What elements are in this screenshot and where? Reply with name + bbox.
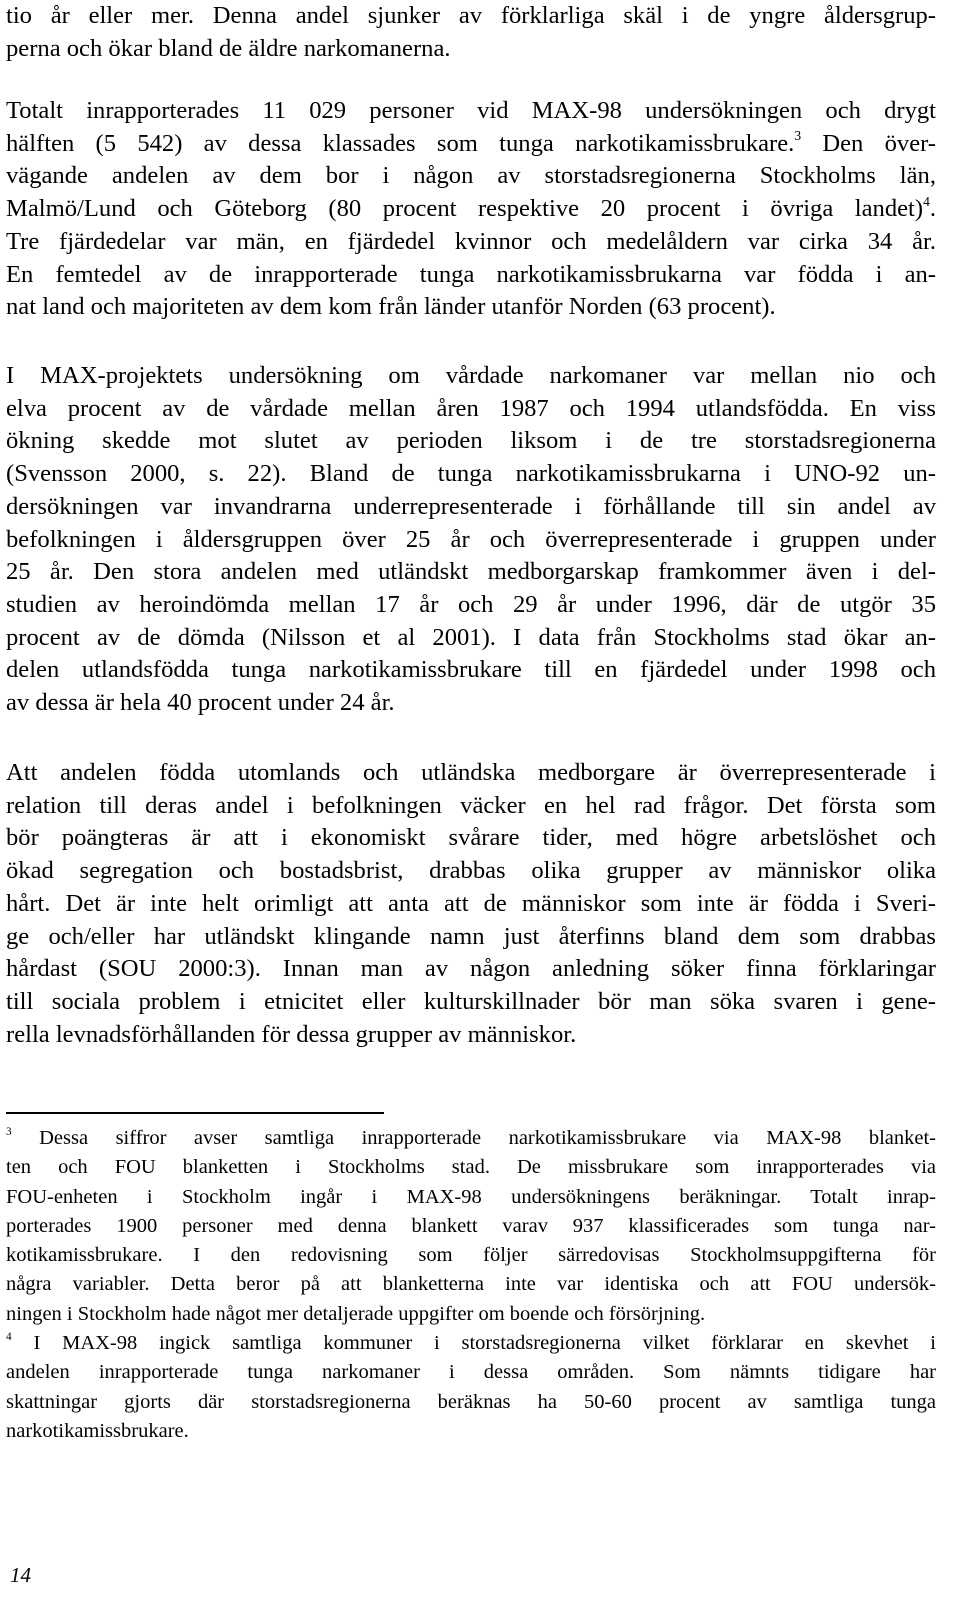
paragraph-line: ökad segregation och bostadsbrist, drabbas olika grupper av människor olika <box>6 857 936 885</box>
paragraph-line: ökning skedde mot slutet av perioden liksom i de tre storstadsregionerna <box>6 427 936 455</box>
footnote-separator <box>6 1112 384 1114</box>
footnote-reference-4[interactable]: 4 <box>923 193 930 209</box>
paragraph-line: En femtedel av de inrapporterade tunga narkotikamissbrukarna var födda i an- <box>6 260 936 288</box>
footnote-marker: 4 <box>6 1331 12 1344</box>
footnote-line: andelen inrapporterade tunga narkomaner i dessa områden. Som nämnts tidigare har <box>6 1361 936 1384</box>
paragraph-line: studien av heroindömda mellan 17 år och 29 år under 1996, där de utgör 35 <box>6 590 936 618</box>
paragraph-4 <box>6 757 936 1051</box>
paragraph-line: (Svensson 2000, s. 22). Bland de tunga narkotikamissbrukarna i UNO-92 un- <box>6 460 936 488</box>
paragraph-line: befolkningen i åldersgruppen över 25 år och överrepresenterade i gruppen under <box>6 525 936 553</box>
footnote-line: ningen i Stockholm hade något mer detaljerade uppgifter om boende och försörjning. <box>6 1302 706 1325</box>
paragraph-line <box>6 128 936 161</box>
paragraph-line: dersökningen var invandrarna underrepresenterade i förhållande till sin andel av <box>6 492 936 520</box>
paragraph-line-text: Malmö/Lund och Göteborg (80 procent respektive 20 procent i övriga landet) <box>6 195 924 223</box>
paragraph-line-text: . <box>929 195 936 223</box>
paragraph-line: delen utlandsfödda tunga narkotikamissbrukare till en fjärdedel under 1998 och <box>6 656 936 684</box>
footnote-line: kotikamissbrukare. I den redovisning som följer särredovisas Stockholmsuppgifterna för <box>6 1244 936 1267</box>
footnote-line: skattningar gjorts där storstadsregionerna beräknas ha 50-60 procent av samtliga tunga <box>6 1390 936 1413</box>
paragraph-line: av dessa är hela 40 procent under 24 år. <box>6 689 395 717</box>
footnote-line: ten och FOU blanketten i Stockholms stad. De missbrukare som inrapporterades via <box>6 1156 936 1179</box>
footnote-line-text: Dessa siffror avser samtliga inrapporterade narkotikamissbrukare via MAX-98 blanket- <box>39 1127 937 1149</box>
paragraph-line: hårdast (SOU 2000:3). Innan man av någon anledning söker finna förklaringar <box>6 955 936 983</box>
paragraph-2 <box>6 95 936 324</box>
paragraph-line: elva procent av de vårdade mellan åren 1987 och 1994 utlandsfödda. En viss <box>6 394 936 422</box>
paragraph-line: tio år eller mer. Denna andel sjunker av förklarliga skäl i de yngre åldersgrup- <box>6 2 936 29</box>
paragraph-line: nat land och majoriteten av dem kom från länder utanför Norden (63 procent). <box>6 293 776 321</box>
footnote-line <box>6 1329 936 1358</box>
paragraph-line: perna och ökar bland de äldre narkomanerna. <box>6 34 451 62</box>
paragraph-line-text: hälften (5 542) av dessa klassades som tunga narkotikamissbrukare. <box>6 129 795 157</box>
paragraph-line: Att andelen födda utomlands och utländska medborgare är överrepresenterade i <box>6 759 936 786</box>
footnote-line: några variabler. Detta beror på att blanketterna inte var identiska och att FOU undersök- <box>6 1273 936 1296</box>
paragraph-line: vägande andelen av dem bor i någon av storstadsregionerna Stockholms län, <box>6 162 936 190</box>
paragraph-line: ge och/eller har utländskt klingande namn just återfinns bland dem som drabbas <box>6 922 936 950</box>
paragraph-line: I MAX-projektets undersökning om vårdade narkomaner var mellan nio och <box>6 362 936 389</box>
paragraph-line: rella levnadsförhållanden för dessa grupper av människor. <box>6 1020 577 1048</box>
paragraph-line: procent av de dömda (Nilsson et al 2001). I data från Stockholms stad ökar an- <box>6 623 936 651</box>
paragraph-line: 25 år. Den stora andelen med utländskt medborgarskap framkommer även i del- <box>6 558 936 586</box>
paragraph-1 <box>6 0 936 65</box>
footnote-line: FOU-enheten i Stockholm ingår i MAX-98 undersökningens beräkningar. Totalt inrap- <box>6 1185 936 1208</box>
paragraph-line: Tre fjärdedelar var män, en fjärdedel kvinnor och medelåldern var cirka 34 år. <box>6 227 936 255</box>
footnote-line <box>6 1124 936 1153</box>
footnote-line: narkotikamissbrukare. <box>6 1419 189 1442</box>
footnote-line-text: I MAX-98 ingick samtliga kommuner i storstadsregionerna vilket förklarar en skevhet i <box>33 1332 936 1355</box>
paragraph-line-text: Den över- <box>801 129 937 157</box>
paragraph-3 <box>6 360 936 720</box>
footnote-4 <box>6 1329 936 1446</box>
footnotes <box>6 1124 936 1446</box>
paragraph-line: relation till deras andel i befolkningen väcker en hel rad frågor. Det första som <box>6 791 936 819</box>
page-number: 14 <box>10 1563 31 1587</box>
footnote-marker: 3 <box>6 1126 12 1139</box>
paragraph-line: hårt. Det är inte helt orimligt att anta att de människor som inte är födda i Sveri- <box>6 889 936 917</box>
paragraph-line: till sociala problem i etnicitet eller kulturskillnader bör man söka svaren i gene- <box>6 987 936 1015</box>
footnote-reference-3[interactable]: 3 <box>794 128 802 144</box>
footnote-3 <box>6 1124 936 1329</box>
paragraph-line <box>6 193 936 226</box>
paragraph-line: bör poängteras är att i ekonomiskt svårare tider, med högre arbetslöshet och <box>6 824 936 852</box>
paragraph-line: Totalt inrapporterades 11 029 personer vid MAX-98 undersökningen och drygt <box>6 97 936 124</box>
footnote-line: porterades 1900 personer med denna blankett varav 937 klassificerades som tunga nar- <box>6 1214 936 1237</box>
